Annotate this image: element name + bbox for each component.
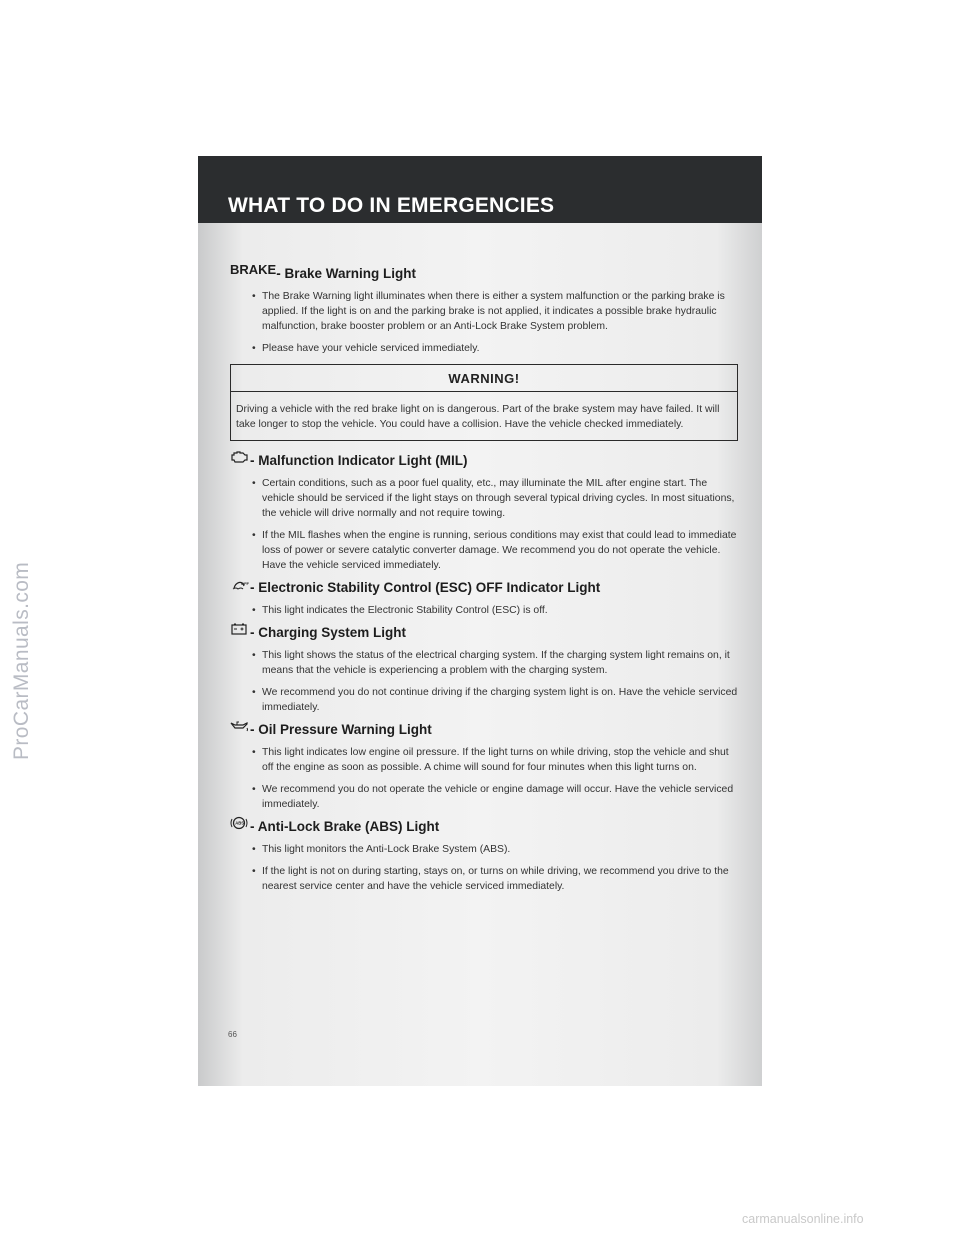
abs-bullet-list xyxy=(230,842,738,894)
mil-title: - Malfunction Indicator Light (MIL) xyxy=(250,453,468,468)
abs-heading xyxy=(230,819,738,834)
page-number: 66 xyxy=(228,1030,237,1039)
page-content xyxy=(230,262,738,901)
charging-section xyxy=(230,625,738,715)
list-item: • If the MIL flashes when the engine is running, serious conditions may exist that could lead to immediate loss of power or severe catalytic converter damage. We recommend you do not operate the vehicle. Have the vehicle serviced immediately. xyxy=(252,530,737,571)
svg-text:ABS: ABS xyxy=(235,820,245,826)
oil-can-icon xyxy=(230,719,248,733)
list-item: • We recommend you do not operate the vehicle or engine damage will occur. Have the vehicle serviced immediately. xyxy=(252,784,734,810)
abs-title: - Anti-Lock Brake (ABS) Light xyxy=(250,819,440,834)
esc-title: - Electronic Stability Control (ESC) OFF Indicator Light xyxy=(250,580,601,595)
list-item: • This light monitors the Anti-Lock Brake System (ABS). xyxy=(252,844,511,855)
charging-bullet-list xyxy=(230,648,738,715)
side-watermark: ProCarManuals.com xyxy=(10,561,33,760)
oil-section xyxy=(230,722,738,812)
esc-off-icon xyxy=(230,577,248,591)
list-item: • This light indicates the Electronic Stability Control (ESC) is off. xyxy=(252,605,548,616)
abs-section xyxy=(230,819,738,894)
brake-tag: BRAKE xyxy=(230,262,277,277)
oil-bullet-list xyxy=(230,745,738,812)
brake-warning-section xyxy=(230,262,738,356)
brake-warning-heading xyxy=(230,262,738,281)
header-bar xyxy=(198,156,762,223)
svg-text:OFF: OFF xyxy=(241,581,249,586)
esc-section xyxy=(230,580,738,618)
list-item: • The Brake Warning light illuminates when there is either a system malfunction or the parking brake is applied. If the light is on and the parking brake is not applied, it indicates a possible brake hydraulic malfunction, brake booster problem or an Anti-Lock Brake System problem. xyxy=(252,291,725,332)
mil-bullet-list xyxy=(230,476,738,573)
site-watermark: carmanualsonline.info xyxy=(742,1212,864,1226)
list-item: • If the light is not on during starting, stays on, or turns on while driving, we recommend you drive to the nearest service center and have the vehicle serviced immediately. xyxy=(252,866,729,892)
battery-icon xyxy=(230,622,248,636)
abs-icon xyxy=(230,816,248,830)
oil-title: - Oil Pressure Warning Light xyxy=(250,722,432,737)
page-title: WHAT TO DO IN EMERGENCIES xyxy=(228,194,555,217)
charging-heading xyxy=(230,625,738,640)
list-item: • Certain conditions, such as a poor fuel quality, etc., may illuminate the MIL after engine start. The vehicle should be serviced if the light stays on through several typical driving cycles. In most situations, the vehicle will drive normally and not require towing. xyxy=(252,478,735,519)
charging-title: - Charging System Light xyxy=(250,625,407,640)
mil-section xyxy=(230,453,738,573)
list-item: • This light shows the status of the electrical charging system. If the charging system light remains on, it means that the vehicle is experiencing a problem with the charging system. xyxy=(252,650,730,676)
warning-text: Driving a vehicle with the red brake light on is dangerous. Part of the brake system may have failed. It will take longer to stop the vehicle. You could have a collision. Have the vehicle checked immediately. xyxy=(236,404,720,430)
manual-page xyxy=(198,156,762,1086)
esc-heading xyxy=(230,580,738,595)
list-item: • We recommend you do not continue driving if the charging system light is on. Have the vehicle serviced immediately. xyxy=(252,687,738,713)
list-item: • Please have your vehicle serviced immediately. xyxy=(252,343,480,354)
list-item: • This light indicates low engine oil pressure. If the light turns on while driving, stop the vehicle and shut off the engine as soon as possible. A chime will sound for four minutes when this light turns on. xyxy=(252,747,729,773)
brake-bullet-list xyxy=(230,289,738,356)
mil-heading xyxy=(230,453,738,468)
warning-box xyxy=(230,364,738,441)
warning-title: WARNING! xyxy=(231,365,737,392)
engine-icon xyxy=(230,450,248,464)
brake-warning-title: - Brake Warning Light xyxy=(276,266,416,281)
esc-bullet-list xyxy=(230,603,738,618)
oil-heading xyxy=(230,722,738,737)
